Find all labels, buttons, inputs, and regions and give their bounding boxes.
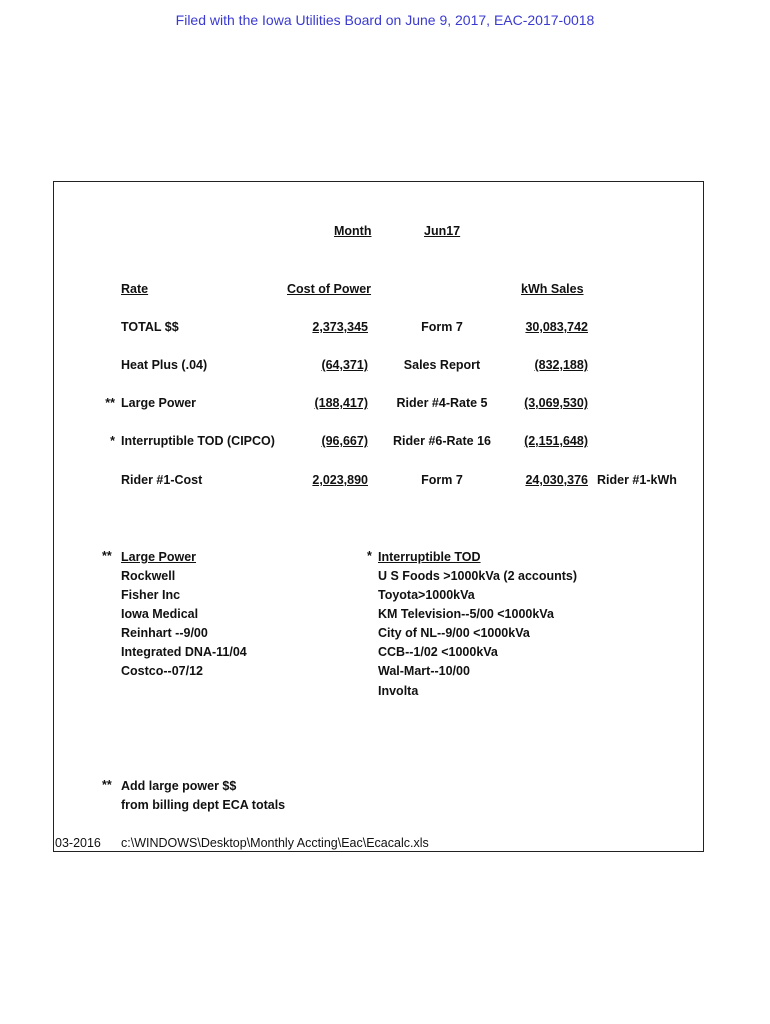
footnote-line-1: Add large power $$ — [121, 779, 237, 793]
row-label: TOTAL $$ — [121, 320, 179, 334]
row-kwh: (832,188) — [534, 358, 588, 372]
list-item: Rockwell — [121, 569, 176, 583]
footnote-line-2: from billing dept ECA totals — [121, 798, 286, 812]
worksheet-frame — [53, 181, 704, 852]
list-item: Fisher Inc — [121, 588, 181, 602]
row-reference: Rider #4-Rate 5 — [396, 396, 488, 410]
list-item: Integrated DNA-11/04 — [121, 645, 247, 659]
interruptible-mark: * — [367, 549, 372, 563]
row-cost: (188,417) — [314, 396, 368, 410]
filing-banner: Filed with the Iowa Utilities Board on June 9, 2017, EAC-2017-0018 — [175, 12, 595, 28]
row-reference: Form 7 — [421, 320, 463, 334]
row-cost: (64,371) — [321, 358, 368, 372]
kwh-header: kWh Sales — [521, 282, 584, 296]
month-value: Jun17 — [424, 224, 461, 238]
rate-header: Rate — [121, 282, 149, 296]
row-mark: ** — [105, 396, 115, 410]
list-item: U S Foods >1000kVa (2 accounts) — [378, 569, 578, 583]
row-cost: 2,373,345 — [312, 320, 368, 334]
interruptible-title: Interruptible TOD — [378, 550, 481, 564]
row-label: Heat Plus (.04) — [121, 358, 208, 372]
row-mark: * — [110, 434, 115, 448]
list-item: KM Television--5/00 <1000kVa — [378, 607, 554, 621]
row-label: Interruptible TOD (CIPCO) — [121, 434, 275, 448]
list-item: Costco--07/12 — [121, 664, 203, 678]
row-reference: Rider #6-Rate 16 — [393, 434, 491, 448]
row-label: Rider #1-Cost — [121, 473, 203, 487]
row-note: Rider #1-kWh — [597, 473, 677, 487]
row-cost: (96,667) — [321, 434, 368, 448]
row-kwh: (3,069,530) — [524, 396, 588, 410]
row-kwh: 24,030,376 — [525, 473, 588, 487]
large-power-title: Large Power — [121, 550, 197, 564]
list-item: Wal-Mart--10/00 — [378, 664, 470, 678]
row-reference: Form 7 — [421, 473, 463, 487]
row-kwh: 30,083,742 — [525, 320, 588, 334]
month-label: Month — [334, 224, 372, 238]
cost-header: Cost of Power — [287, 282, 372, 296]
row-label: Large Power — [121, 396, 197, 410]
list-item: Reinhart --9/00 — [121, 626, 208, 640]
list-item: Toyota>1000kVa — [378, 588, 475, 602]
list-item: CCB--1/02 <1000kVa — [378, 645, 498, 659]
list-item: Involta — [378, 684, 419, 698]
row-cost: 2,023,890 — [312, 473, 368, 487]
list-item: Iowa Medical — [121, 607, 199, 621]
row-reference: Sales Report — [403, 358, 481, 372]
footnote-mark: ** — [102, 778, 112, 792]
footer-file-path: c:\WINDOWS\Desktop\Monthly Accting\Eac\Ecacalc.xls — [121, 836, 429, 850]
footer-code: 03-2016 — [55, 836, 101, 850]
row-kwh: (2,151,648) — [524, 434, 588, 448]
list-item: City of NL--9/00 <1000kVa — [378, 626, 530, 640]
large-power-mark: ** — [102, 549, 112, 563]
